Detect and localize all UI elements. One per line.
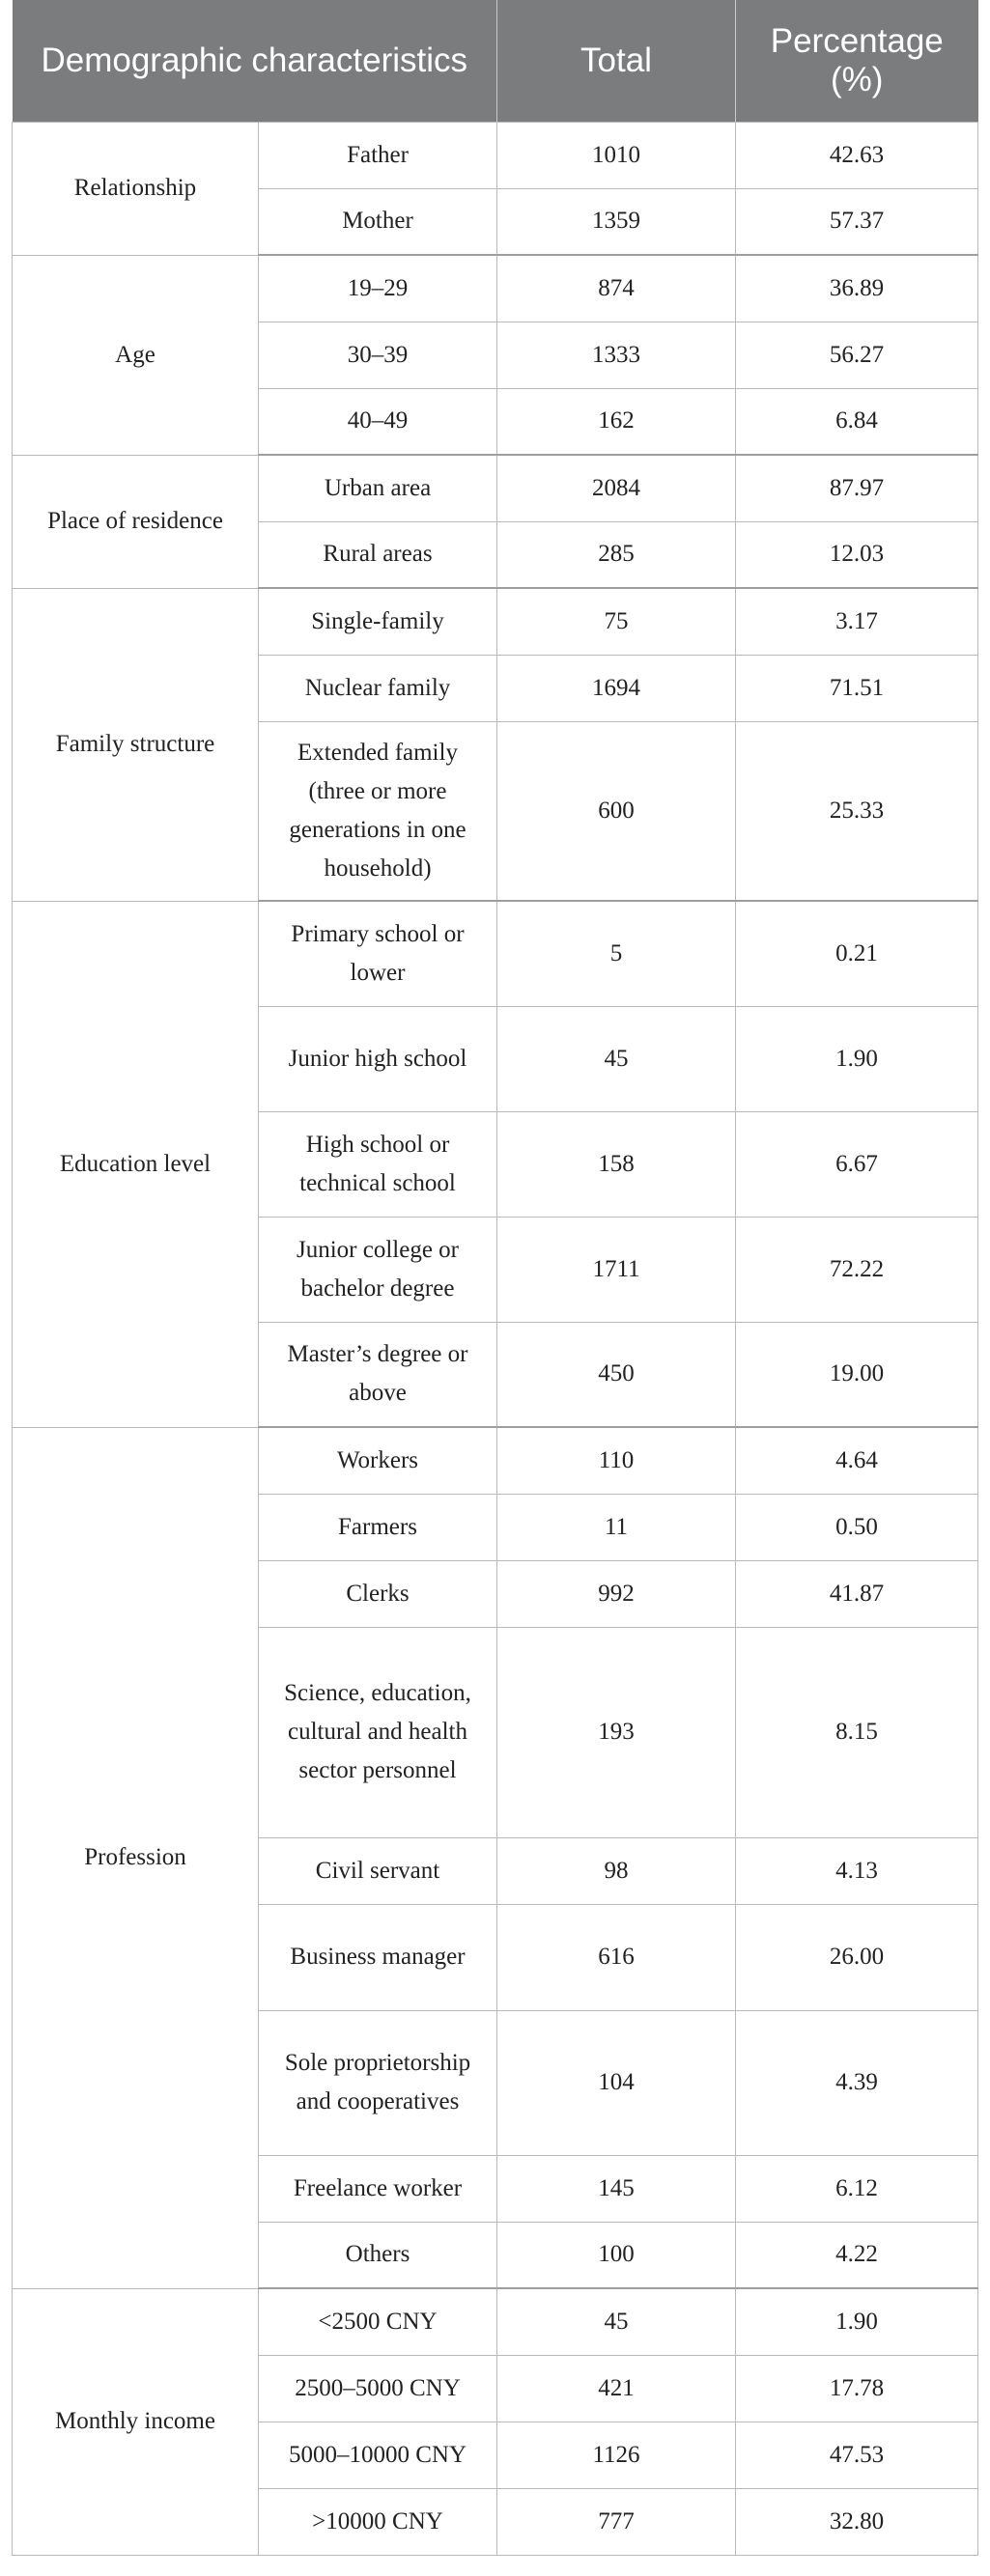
total-cell: 45 bbox=[497, 1006, 736, 1111]
percentage-cell: 71.51 bbox=[736, 655, 978, 721]
percentage-cell: 32.80 bbox=[736, 2488, 978, 2555]
demographics-table bbox=[12, 0, 978, 2556]
total-cell: 45 bbox=[497, 2288, 736, 2355]
category-cell: Family structure bbox=[13, 588, 259, 901]
subcategory-cell: Extended family (three or more generations in one household) bbox=[259, 721, 497, 901]
subcategory-cell: 40–49 bbox=[259, 388, 497, 455]
total-cell: 600 bbox=[497, 721, 736, 901]
percentage-cell: 72.22 bbox=[736, 1217, 978, 1322]
percentage-cell: 1.90 bbox=[736, 2288, 978, 2355]
percentage-cell: 6.12 bbox=[736, 2155, 978, 2222]
percentage-cell: 0.50 bbox=[736, 1494, 978, 1560]
percentage-cell: 56.27 bbox=[736, 322, 978, 388]
percentage-cell: 4.13 bbox=[736, 1837, 978, 1904]
subcategory-cell: 2500–5000 CNY bbox=[259, 2355, 497, 2422]
total-cell: 777 bbox=[497, 2488, 736, 2555]
header-demographic-characteristics: Demographic characteristics bbox=[13, 0, 497, 122]
subcategory-cell: Workers bbox=[259, 1427, 497, 1494]
total-cell: 158 bbox=[497, 1111, 736, 1217]
subcategory-cell: Junior high school bbox=[259, 1006, 497, 1111]
category-cell: Education level bbox=[13, 901, 259, 1427]
total-cell: 1694 bbox=[497, 655, 736, 721]
subcategory-cell: Business manager bbox=[259, 1904, 497, 2010]
percentage-cell: 17.78 bbox=[736, 2355, 978, 2422]
table-header bbox=[13, 0, 978, 122]
table-row bbox=[13, 1427, 978, 1494]
subcategory-cell: Science, education, cultural and health sector personnel bbox=[259, 1627, 497, 1837]
subcategory-cell: <2500 CNY bbox=[259, 2288, 497, 2355]
total-cell: 992 bbox=[497, 1560, 736, 1627]
subcategory-cell: Single-family bbox=[259, 588, 497, 655]
category-cell: Relationship bbox=[13, 122, 259, 255]
subcategory-cell: Freelance worker bbox=[259, 2155, 497, 2222]
category-cell: Profession bbox=[13, 1427, 259, 2288]
subcategory-cell: Primary school or lower bbox=[259, 901, 497, 1006]
subcategory-cell: Urban area bbox=[259, 455, 497, 521]
total-cell: 1333 bbox=[497, 322, 736, 388]
table-row bbox=[13, 901, 978, 1006]
total-cell: 616 bbox=[497, 1904, 736, 2010]
percentage-cell: 41.87 bbox=[736, 1560, 978, 1627]
table-row bbox=[13, 122, 978, 188]
subcategory-cell: Civil servant bbox=[259, 1837, 497, 1904]
subcategory-cell: Farmers bbox=[259, 1494, 497, 1560]
percentage-cell: 25.33 bbox=[736, 721, 978, 901]
percentage-cell: 19.00 bbox=[736, 1322, 978, 1427]
total-cell: 874 bbox=[497, 255, 736, 322]
percentage-cell: 1.90 bbox=[736, 1006, 978, 1111]
percentage-cell: 3.17 bbox=[736, 588, 978, 655]
category-cell: Place of residence bbox=[13, 455, 259, 588]
subcategory-cell: Rural areas bbox=[259, 521, 497, 588]
total-cell: 11 bbox=[497, 1494, 736, 1560]
subcategory-cell: 30–39 bbox=[259, 322, 497, 388]
total-cell: 2084 bbox=[497, 455, 736, 521]
percentage-cell: 0.21 bbox=[736, 901, 978, 1006]
category-cell: Monthly income bbox=[13, 2288, 259, 2555]
total-cell: 1126 bbox=[497, 2422, 736, 2488]
percentage-cell: 6.84 bbox=[736, 388, 978, 455]
total-cell: 193 bbox=[497, 1627, 736, 1837]
table-row bbox=[13, 455, 978, 521]
total-cell: 145 bbox=[497, 2155, 736, 2222]
subcategory-cell: 5000–10000 CNY bbox=[259, 2422, 497, 2488]
percentage-cell: 47.53 bbox=[736, 2422, 978, 2488]
subcategory-cell: >10000 CNY bbox=[259, 2488, 497, 2555]
percentage-cell: 57.37 bbox=[736, 188, 978, 255]
header-total: Total bbox=[497, 0, 736, 122]
total-cell: 1711 bbox=[497, 1217, 736, 1322]
header-percentage: Percentage (%) bbox=[736, 0, 978, 122]
table-row bbox=[13, 588, 978, 655]
total-cell: 110 bbox=[497, 1427, 736, 1494]
subcategory-cell: Nuclear family bbox=[259, 655, 497, 721]
subcategory-cell: 19–29 bbox=[259, 255, 497, 322]
percentage-cell: 42.63 bbox=[736, 122, 978, 188]
total-cell: 421 bbox=[497, 2355, 736, 2422]
table-body bbox=[13, 122, 978, 2555]
table-row bbox=[13, 255, 978, 322]
percentage-cell: 12.03 bbox=[736, 521, 978, 588]
subcategory-cell: Clerks bbox=[259, 1560, 497, 1627]
total-cell: 1010 bbox=[497, 122, 736, 188]
total-cell: 104 bbox=[497, 2010, 736, 2155]
subcategory-cell: Master’s degree or above bbox=[259, 1322, 497, 1427]
subcategory-cell: Father bbox=[259, 122, 497, 188]
subcategory-cell: Others bbox=[259, 2222, 497, 2288]
subcategory-cell: Mother bbox=[259, 188, 497, 255]
total-cell: 98 bbox=[497, 1837, 736, 1904]
total-cell: 1359 bbox=[497, 188, 736, 255]
total-cell: 285 bbox=[497, 521, 736, 588]
percentage-cell: 4.22 bbox=[736, 2222, 978, 2288]
total-cell: 162 bbox=[497, 388, 736, 455]
subcategory-cell: Junior college or bachelor degree bbox=[259, 1217, 497, 1322]
total-cell: 5 bbox=[497, 901, 736, 1006]
percentage-cell: 8.15 bbox=[736, 1627, 978, 1837]
percentage-cell: 36.89 bbox=[736, 255, 978, 322]
total-cell: 100 bbox=[497, 2222, 736, 2288]
percentage-cell: 6.67 bbox=[736, 1111, 978, 1217]
subcategory-cell: High school or technical school bbox=[259, 1111, 497, 1217]
percentage-cell: 26.00 bbox=[736, 1904, 978, 2010]
total-cell: 450 bbox=[497, 1322, 736, 1427]
subcategory-cell: Sole proprietorship and cooperatives bbox=[259, 2010, 497, 2155]
category-cell: Age bbox=[13, 255, 259, 455]
percentage-cell: 87.97 bbox=[736, 455, 978, 521]
percentage-cell: 4.39 bbox=[736, 2010, 978, 2155]
table-row bbox=[13, 2288, 978, 2355]
percentage-cell: 4.64 bbox=[736, 1427, 978, 1494]
total-cell: 75 bbox=[497, 588, 736, 655]
